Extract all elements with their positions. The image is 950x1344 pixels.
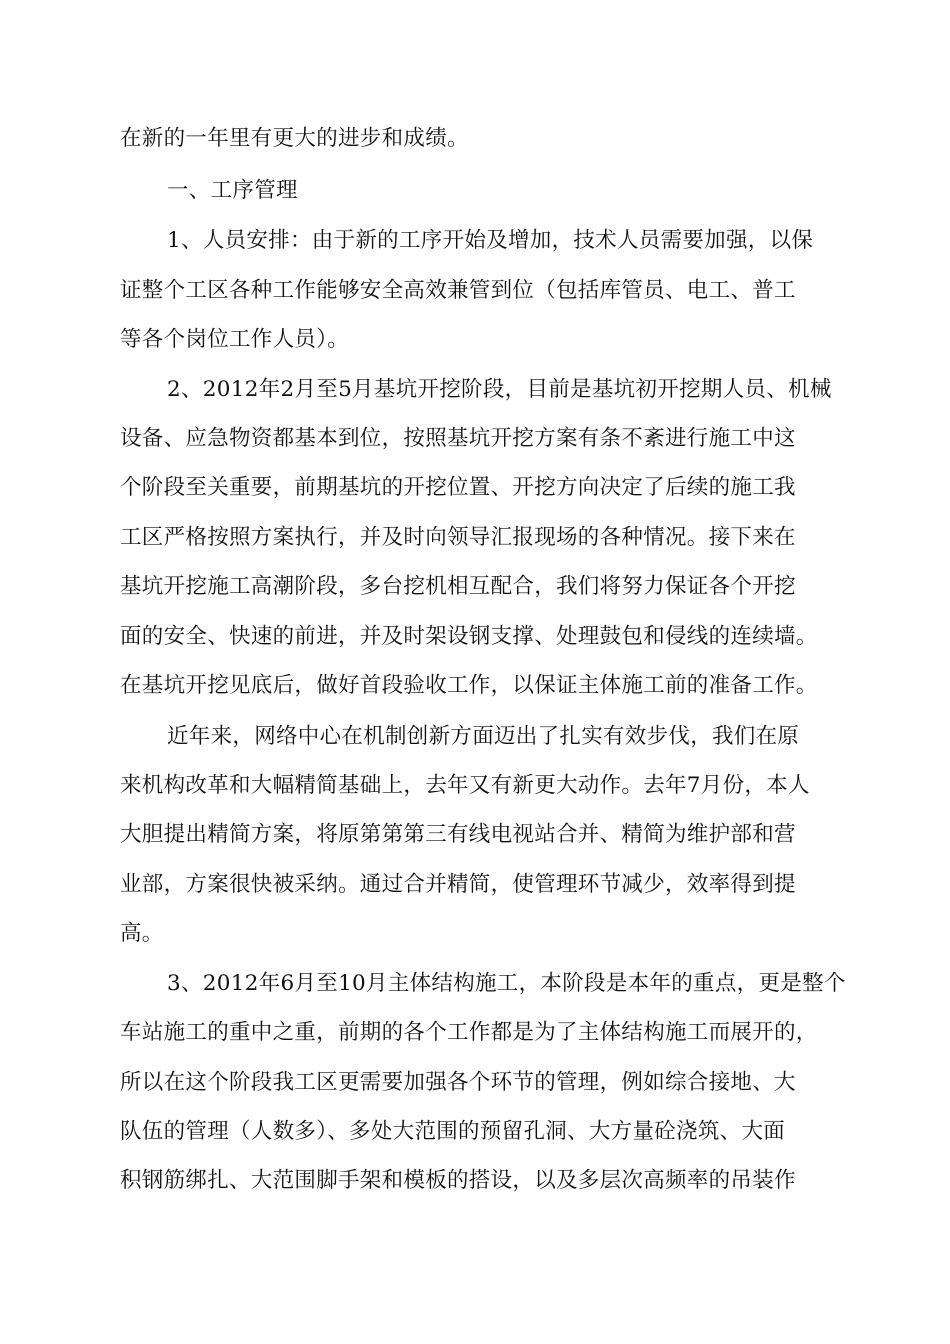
text-line: 车站施工的重中之重，前期的各个工作都是为了主体结构施工而展开的， bbox=[120, 1020, 818, 1045]
text-line: 面的安全、快速的前进，并及时架设钢支撑、处理鼓包和侵线的连续墙。 bbox=[120, 624, 818, 649]
text-line: 基坑开挖施工高潮阶段，多台挖机相互配合，我们将努力保证各个开挖 bbox=[120, 574, 796, 599]
text-line: 1、人员安排：由于新的工序开始及增加，技术人员需要加强，以保 bbox=[167, 228, 814, 253]
text-line: 队伍的管理（人数多）、多处大范围的预留孔洞、大方量砼浇筑、大面 bbox=[120, 1119, 786, 1144]
text-line: 等各个岗位工作人员）。 bbox=[120, 327, 350, 352]
text-line: 大胆提出精简方案，将原第第第三有线电视站合并、精简为维护部和营 bbox=[120, 822, 796, 847]
text-line: 证整个工区各种工作能够安全高效兼管到位（包括库管员、电工、普工 bbox=[120, 278, 796, 303]
text-line: 2、2012年2月至5月基坑开挖阶段，目前是基坑初开挖期人员、机械 bbox=[167, 377, 832, 402]
text-line: 设备、应急物资都基本到位，按照基坑开挖方案有条不紊进行施工中这 bbox=[120, 426, 796, 451]
text-line: 在新的一年里有更大的进步和成绩。 bbox=[120, 126, 469, 151]
text-line: 积钢筋绑扎、大范围脚手架和模板的搭设，以及多层次高频率的吊装作 bbox=[120, 1168, 796, 1193]
text-line: 所以在这个阶段我工区更需要加强各个环节的管理，例如综合接地、大 bbox=[120, 1070, 796, 1095]
text-line: 在基坑开挖见底后，做好首段验收工作，以保证主体施工前的准备工作。 bbox=[120, 673, 818, 698]
text-line: 近年来，网络中心在机制创新方面迈出了扎实有效步伐，我们在原 bbox=[167, 724, 800, 749]
section-heading: 一、工序管理 bbox=[167, 178, 298, 203]
text-line: 高。 bbox=[120, 921, 164, 946]
text-line: 来机构改革和大幅精简基础上，去年又有新更大动作。去年7月份，本人 bbox=[120, 773, 810, 798]
text-line: 工区严格按照方案执行，并及时向领导汇报现场的各种情况。接下来在 bbox=[120, 525, 796, 550]
text-line: 个阶段至关重要，前期基坑的开挖位置、开挖方向决定了后续的施工我 bbox=[120, 475, 796, 500]
text-line: 3、2012年6月至10月主体结构施工，本阶段是本年的重点，更是整个 bbox=[167, 971, 846, 996]
text-line: 业部，方案很快被采纳。通过合并精简，使管理环节减少，效率得到提 bbox=[120, 872, 796, 897]
